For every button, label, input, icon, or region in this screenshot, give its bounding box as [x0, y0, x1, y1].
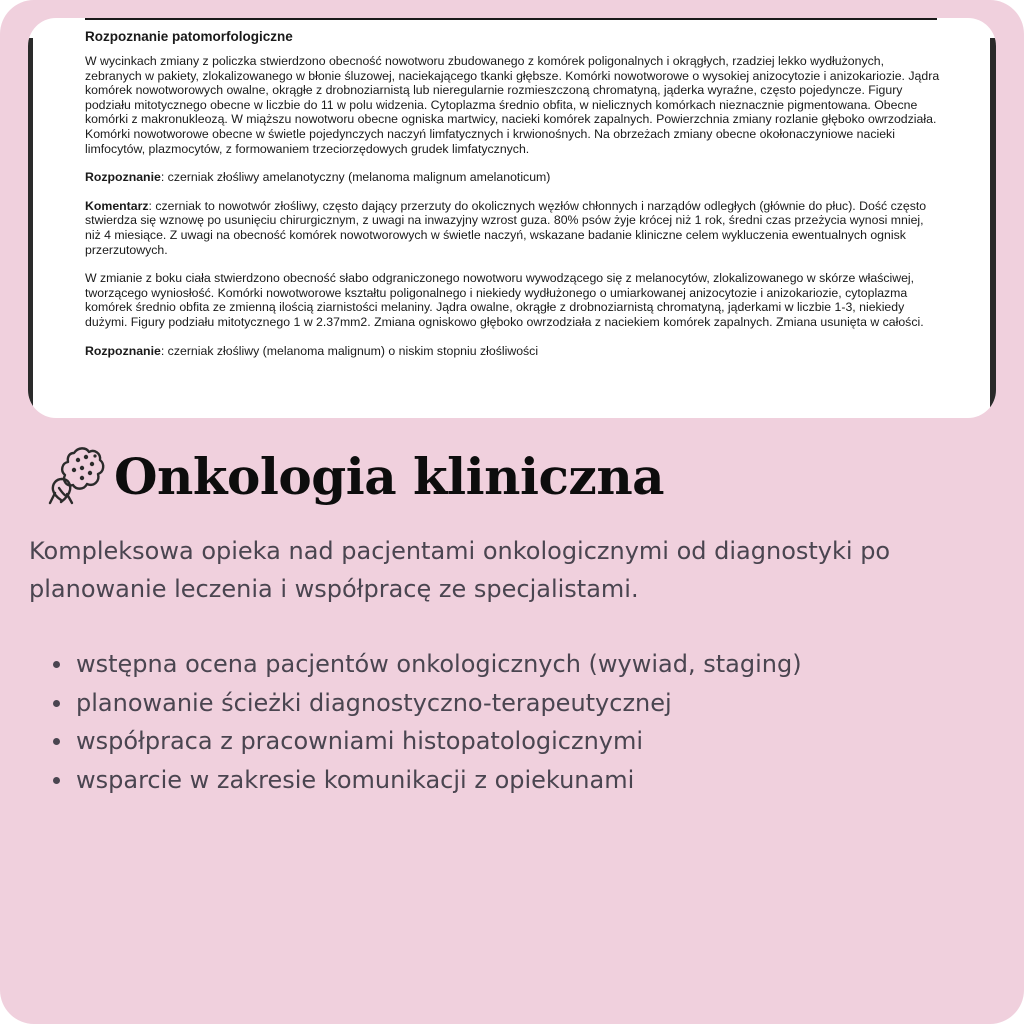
list-item: wstępna ocena pacjentów onkologicznych (wywiad, staging) [48, 645, 988, 684]
pathology-report-screenshot [28, 18, 996, 418]
diagnosis-text: : czerniak złośliwy amelanotyczny (melanoma malignum amelanoticum) [160, 170, 551, 185]
service-list [48, 645, 988, 799]
document-top-rule [85, 18, 937, 20]
report-paragraph-2: W zmianie z boku ciała stwierdzono obecność słabo odgraniczonego nowotworu wywodzącego się z melanocytów, zlokalizowanego w skórze właściwej, tworzącego wyniosłość. Komórki nowotworowe kształtu poligonalnego i niekiedy wydłużonego o umiarkowanej anizocytozie i anizokariozie, cytoplazma komórek średnio obfita ze zmienną ilością ziarnistości melaniny. Jądra owalne, okrągłe z drobnoziarnistą chromatyną, jąderkami w liczbie 1-3, niekiedy dużymi. Figury podziału mitotycznego 1 w 2.37mm2. Zmiana ogniskowo głęboko owrzodziała z naciekiem komórek zapalnych. Zmiana usunięta w całości. [85, 271, 924, 329]
document-left-edge [28, 38, 33, 408]
section-intro: Kompleksowa opieka nad pacjentami onkologicznymi od diagnostyki po planowanie leczenia i współpracę ze specjalistami. [29, 537, 891, 603]
report-diagnosis-1 [85, 170, 941, 185]
comment-text: : czerniak to nowotwór złośliwy, często dający przerzuty do okolicznych węzłów chłonnych i narządów odległych (głównie do płuc). Dość często stwierdza się wznowę po usunięciu chirurgicznym, z uwagi na inwazyjny wzrost guza. 80% psów żyje krócej niż 1 rok, średni czas przeżycia wynosi mniej, niż 4 miesiące. Z uwagi na obecność komórek nowotworowych w świetle naczyń, wskazane badanie kliniczne celem wykluczenia ewentualnych ognisk przerzutowych. [85, 198, 927, 257]
report-comment [85, 199, 941, 257]
report-diagnosis-2 [85, 344, 941, 359]
pathology-report [85, 28, 941, 372]
comment-label: Komentarz [85, 198, 149, 213]
list-item: współpraca z pracowniami histopatologicznymi [48, 722, 988, 761]
list-item: planowanie ścieżki diagnostyczno-terapeutycznej [48, 684, 988, 723]
report-title: Rozpoznanie patomorfologiczne [85, 29, 293, 44]
oncology-ribbon-cell-icon [40, 443, 106, 509]
diagnosis-label: Rozpoznanie [85, 170, 161, 185]
report-paragraph-1: W wycinkach zmiany z policzka stwierdzono obecność nowotworu zbudowanego z komórek poligonalnych i okrągłych, rzadziej lekko wydłużonych, zebranych w pakiety, zlokalizowanego w błonie śluzowej, naciekającego tkanki głębsze. Komórki nowotworowe o wysokiej anizocytozie i anizokariozie. Jądra komórek nowotworowych owalne, okrągłe z drobnoziarnistą lub nieregularnie rozmieszczoną chromatyną, jąderka wyraźne, często pojedyncze. Figury podziału mitotycznego obecne w liczbie do 11 w polu widzenia. Cytoplazma średnio obfita, w nielicznych komórkach nieznacznie pigmentowana. Obecne komórki z makronukleozą. W miąższu nowotworu obecne ogniska martwicy, nacieki komórek zapalnych. Powierzchnia zmiany rozlanie głęboko owrzodziała. Komórki nowotworowe obecne w świetle pojedynczych naczyń limfatycznych i krwionośnych. Na obrzeżach zmiany obecne okołonaczyniowe nacieki limfocytów, plazmocytów, z formowaniem trzeciorzędowych grudek limfatycznych. [85, 54, 940, 156]
section-heading [40, 440, 664, 512]
diagnosis-label: Rozpoznanie [85, 343, 161, 358]
section-title: Onkologia kliniczna [114, 446, 665, 506]
diagnosis-text: : czerniak złośliwy (melanoma malignum) o niskim stopniu złośliwości [160, 343, 539, 358]
list-item: wsparcie w zakresie komunikacji z opiekunami [48, 761, 988, 800]
document-right-edge [990, 38, 996, 408]
